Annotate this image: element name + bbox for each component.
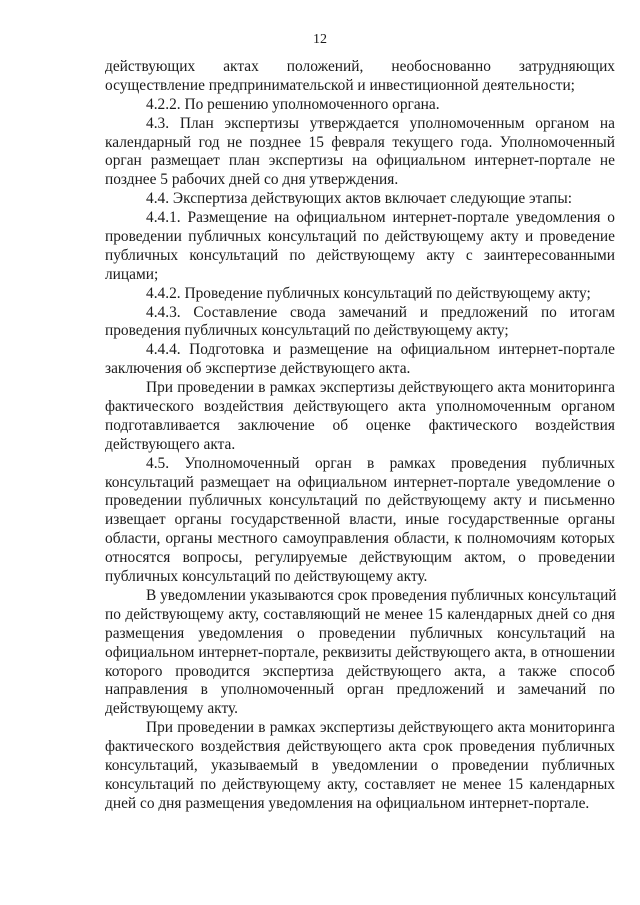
text-line: лицами; <box>105 265 159 283</box>
text-line: действующих актах положений, необоснованно затрудняющих <box>105 58 615 75</box>
text-line: публичных консультаций по действующему акту. <box>105 568 428 586</box>
text-line: позднее 5 рабочих дней со дня утверждения. <box>105 171 399 189</box>
text-line: по действующему акту, составляющий не менее 15 календарных дней со дня <box>105 605 615 623</box>
text-line: 4.5. Уполномоченный орган в рамках проведения публичных <box>146 454 615 472</box>
document-body <box>105 58 615 814</box>
text-line: 4.4.2. Проведение публичных консультаций по действующему акту; <box>146 284 591 302</box>
text-line: консультаций по действующему акту, составляет не менее 15 календарных <box>105 775 615 793</box>
text-line: действующему акту. <box>105 700 238 718</box>
text-line: 4.4.4. Подготовка и размещение на официальном интернет-портале <box>146 341 615 359</box>
text-line: публичных консультаций по действующему акту с заинтересованными <box>105 246 615 264</box>
text-line: проведения публичных консультаций по действующему акту; <box>105 322 509 340</box>
text-line: проведении публичных консультаций по действующему акту и письменно <box>105 492 615 510</box>
text-line: заключения об экспертизе действующего акта. <box>105 360 411 378</box>
text-line: действующего акта. <box>105 435 236 453</box>
text-line: дней со дня размещения уведомления на официальном интернет-портале. <box>105 794 590 812</box>
text-line: извещает органы государственной власти, иные государственные органы <box>105 511 615 529</box>
text-line: направления в уполномоченный орган предложений и замечаний по <box>105 681 615 699</box>
text-line: подготавливается заключение об оценке фактического воздействия <box>105 416 615 434</box>
text-line: консультаций, указываемый в уведомлении о проведении публичных <box>105 756 615 774</box>
text-line: области, органы местного самоуправления области, к полномочиям которых <box>105 530 615 548</box>
text-line: 4.4.3. Составление свода замечаний и предложений по итогам <box>146 303 615 321</box>
text-line: При проведении в рамках экспертизы действующего акта мониторинга <box>146 379 615 397</box>
text-line: проведении публичных консультаций по действующему акту и проведение <box>105 228 615 246</box>
page-number: 12 <box>313 32 327 47</box>
text-line: которого проводится экспертиза действующего акта, а также способ <box>105 662 615 680</box>
text-line: официальном интернет-портале, реквизиты действующего акта, в отношении <box>105 643 615 661</box>
text-line: относятся вопросы, регулируемые действующим актом, о проведении <box>105 549 615 567</box>
text-line: 4.2.2. По решению уполномоченного органа. <box>146 95 440 113</box>
text-line: В уведомлении указываются срок проведения публичных консультаций <box>146 586 617 604</box>
text-line: консультаций размещает на официальном интернет-портале уведомление о <box>105 473 615 491</box>
text-line: фактического воздействия действующего акта уполномоченным органом <box>105 398 615 416</box>
text-line: При проведении в рамках экспертизы действующего акта мониторинга <box>146 719 615 737</box>
text-line: 4.4.1. Размещение на официальном интернет-портале уведомления о <box>146 209 615 227</box>
text-line: календарный год не позднее 15 февраля текущего года. Уполномоченный <box>105 133 615 151</box>
text-line: осуществление предпринимательской и инвестиционной деятельности; <box>105 76 575 94</box>
text-line: размещения уведомления о проведении публичных консультаций на <box>105 624 615 642</box>
text-line: фактического воздействия действующего акта срок проведения публичных <box>105 738 615 756</box>
text-line: орган размещает план экспертизы на официальном интернет-портале не <box>105 152 615 170</box>
text-line: 4.4. Экспертиза действующих актов включает следующие этапы: <box>146 190 572 208</box>
text-line: 4.3. План экспертизы утверждается уполномоченным органом на <box>146 114 615 132</box>
